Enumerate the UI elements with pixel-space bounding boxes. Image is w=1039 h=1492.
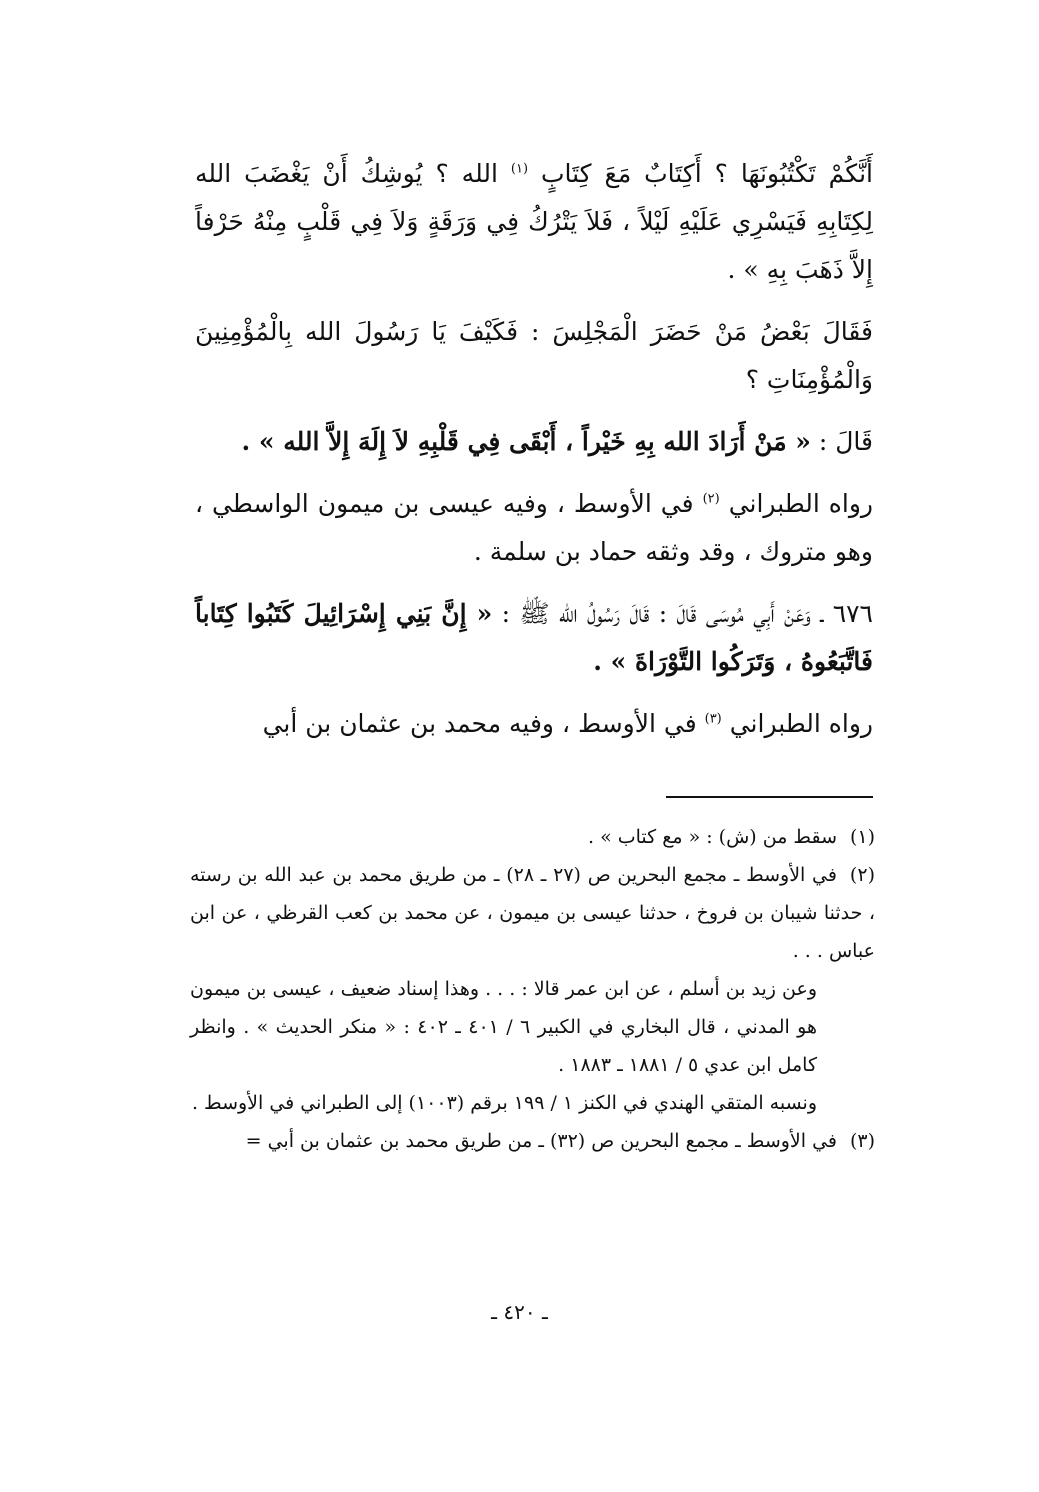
- main-text: [195, 150, 873, 762]
- paragraph-1-rest: الله ؟ يُوشِكُ أَنْ يَغْضَبَ الله لِكِتَابِهِ فَيَسْرِي عَلَيْهِ لَيْلاً ، فَلاَ يَتْرُكُ فِي وَرَقَةٍ وَلاَ فِي قَلْبٍ مِنْهُ حَرْفاً إِلاَّ ذَهَبَ بِهِ » .: [195, 159, 873, 284]
- footnote-2: [190, 856, 875, 970]
- footnote-1: [190, 818, 875, 856]
- paragraph-3-intro: قَالَ :: [818, 427, 873, 456]
- paragraph-1: [195, 150, 873, 294]
- footnote-1-number: (١): [849, 826, 875, 848]
- paragraph-5: [195, 590, 873, 686]
- footnote-3-number: (٣): [849, 1130, 875, 1152]
- footnote-2-continuation-2: [190, 1084, 817, 1122]
- paragraph-2: [195, 308, 873, 404]
- paragraph-4: [195, 480, 873, 576]
- footnote-ref-2: (٢): [702, 491, 720, 507]
- page-number: ـ ٤٢٠ ـ: [491, 1300, 548, 1324]
- paragraph-5-quote: « إِنَّ بَنِي إِسْرَائِيلَ كَتَبُوا كِتَاباً فَاتَّبَعُوهُ ، وَتَرَكُوا التَّوْرَاةَ » .: [195, 599, 873, 676]
- footnote-3: [190, 1122, 875, 1160]
- footnote-1-text: سقط من (ش) : « مع كتاب » .: [588, 826, 837, 848]
- footnote-ref-1: (١): [510, 161, 529, 177]
- footnote-2-continuation-1: [190, 970, 817, 1084]
- paragraph-4-rest: في الأوسط ، وفيه عيسى بن ميمون الواسطي ، وهو متروك ، وقد وثقه حماد بن سلمة .: [195, 489, 873, 566]
- paragraph-3-quote: « مَنْ أَرَادَ الله بِهِ خَيْراً ، أَبْقَى فِي قَلْبِهِ لاَ إِلَهَ إِلاَّ الله » .: [241, 427, 811, 456]
- paragraph-2-text: فَقَالَ بَعْضُ مَنْ حَضَرَ الْمَجْلِسَ : فَكَيْفَ يَا رَسُولَ الله بِالْمُؤْمِنِينَ وَالْمُؤْمِنَاتِ ؟: [195, 317, 873, 394]
- footnote-separator: [666, 796, 873, 798]
- footnote-ref-3: (٣): [704, 711, 722, 727]
- footnote-2-text: في الأوسط ـ مجمع البحرين ص (٢٧ ـ ٢٨) ـ من طريق محمد بن عبد الله بن رسته ، حدثنا شيبان بن فروخ ، حدثنا عيسى بن ميمون ، عن محمد بن كعب القرظي ، عن ابن عباس . . .: [190, 864, 875, 962]
- footnotes: [190, 818, 875, 1160]
- paragraph-6-rest: في الأوسط ، وفيه محمد بن عثمان بن أبي: [262, 709, 697, 738]
- footnote-2-cont-2-text: ونسبه المتقي الهندي في الكنز ١ / ١٩٩ برقم (١٠٠٣) إلى الطبراني في الأوسط .: [191, 1092, 817, 1114]
- paragraph-6: [195, 700, 873, 748]
- footnote-2-cont-1-text: وعن زيد بن أسلم ، عن ابن عمر قالا : . . . وهذا إسناد ضعيف ، عيسى بن ميمون هو المدني ، قال البخاري في الكبير ٦ / ٤٠١ ـ ٤٠٢ : « منكر الحديث » . وانظر كامل ابن عدي ٥ / ١٨٨١ ـ ١٨٨٣ .: [190, 978, 817, 1076]
- paragraph-5-intro: ٦٧٦ ـ وَعَنْ أَبِي مُوسَى قَالَ : قَالَ رَسُولُ الله ﷺ :: [501, 599, 873, 628]
- paragraph-3: [195, 418, 873, 466]
- footnote-3-text: في الأوسط ـ مجمع البحرين ص (٣٢) ـ من طريق محمد بن عثمان بن أبي =: [245, 1130, 837, 1152]
- paragraph-6-start: رواه الطبراني: [729, 709, 873, 738]
- paragraph-1-start: أَنَّكُمْ تَكْتُبُونَهَا ؟ أَكِتَابٌ مَعَ كِتَابٍ: [540, 159, 874, 188]
- paragraph-4-start: رواه الطبراني: [728, 489, 873, 518]
- footnote-2-number: (٢): [849, 864, 875, 886]
